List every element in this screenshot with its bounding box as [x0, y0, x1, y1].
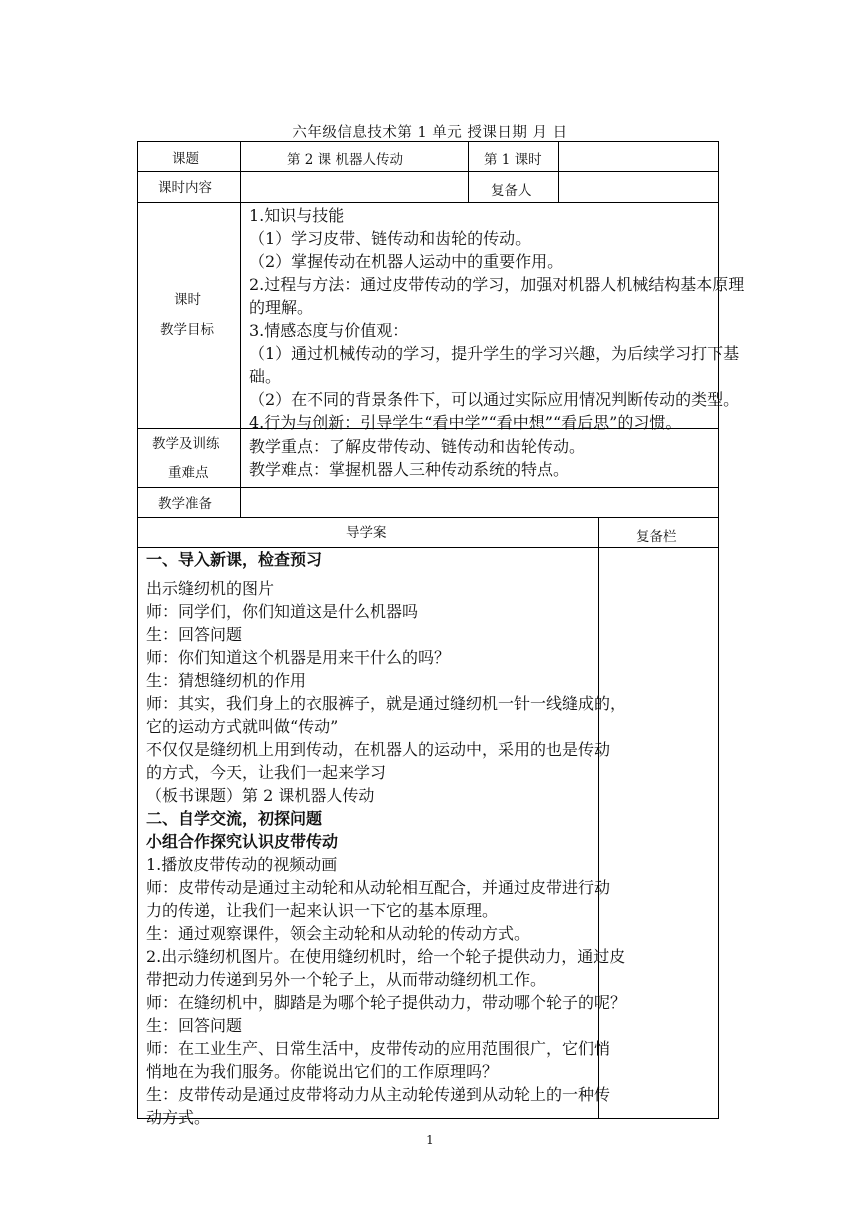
period-label-cell [468, 141, 559, 172]
goal-line: （2）在不同的背景条件下，可以通过实际应用情况判断传动的类型。 [249, 390, 740, 409]
body-line: 悄地在为我们服务。你能说出它们的工作原理吗？ [146, 1062, 499, 1081]
body-line: 2.出示缝纫机图片。在使用缝纫机时，给一个轮子提供动力，通过皮 [146, 947, 626, 966]
body-line: 动方式。 [146, 1108, 211, 1127]
sub-heading: 小组合作探究认识皮带传动 [146, 832, 339, 851]
goals-lines [249, 204, 744, 434]
body-line: 生：回答问题 [146, 625, 243, 644]
goal-line: 1.知识与技能 [249, 206, 345, 225]
keypoints-lines [249, 435, 585, 481]
content-label: 课时内容 [158, 180, 212, 196]
body-line: 生：猜想缝纫机的作用 [146, 671, 307, 690]
review-value-cell [558, 171, 719, 203]
goals-content-cell [240, 202, 745, 432]
goal-line: 4.行为与创新：引导学生“看中学”“看中想”“看后思”的习惯。 [249, 413, 682, 432]
period-label: 第 1 课时 [484, 152, 542, 168]
body-line: 师：在工业生产、日常生活中，皮带传动的应用范围很广，它们悄 [146, 1039, 611, 1058]
goal-line: 的理解。 [249, 298, 314, 317]
page-title: 六年级信息技术第 1 单元 授课日期 月 日 [292, 125, 568, 141]
body-line: 师：你们知道这个机器是用来干什么的吗？ [146, 648, 451, 667]
goals-label-cell [137, 202, 241, 429]
prep-label: 教学准备 [158, 496, 212, 512]
guide-header-cell [137, 517, 599, 548]
body-line: （板书课题）第 2 课机器人传动 [146, 786, 375, 805]
keypoints-label-cell [137, 428, 241, 488]
body-line: 的方式，今天，让我们一起来学习 [146, 763, 387, 782]
section-heading: 一、导入新课，检查预习 [146, 550, 323, 569]
goal-line: 础。 [249, 367, 282, 386]
body-line: 师：在缝纫机中，脚踏是为哪个轮子提供动力，带动哪个轮子的呢？ [146, 993, 627, 1012]
keypoints-label-line1: 教学及训练 [152, 436, 220, 452]
prep-content-cell [240, 487, 719, 518]
body-line: 生：通过观察课件，领会主动轮和从动轮的传动方式。 [146, 924, 531, 943]
goal-line: （1）学习皮带、链传动和齿轮的传动。 [249, 229, 532, 248]
review-label-cell [468, 171, 559, 203]
keypoints-label-line2: 重难点 [168, 465, 209, 481]
review-person-label: 复备人 [491, 183, 532, 199]
guide-label: 导学案 [346, 525, 387, 541]
body-line: 不仅仅是缝纫机上用到传动，在机器人的运动中，采用的也是传动 [146, 740, 611, 759]
body-line: 带把动力传递到另外一个轮子上，从而带动缝纫机工作。 [146, 970, 547, 989]
body-line: 1.播放皮带传动的视频动画 [146, 855, 338, 874]
body-line: 师：其实，我们身上的衣服裤子，就是通过缝纫机一针一线缝成的， [146, 694, 627, 713]
page-number: 1 [426, 1133, 434, 1147]
review-column-label: 复备栏 [636, 529, 677, 545]
keypoint-line: 教学重点：了解皮带传动、链传动和齿轮传动。 [249, 437, 586, 456]
goal-line: （1）通过机械传动的学习，提升学生的学习兴趣，为后续学习打下基 [249, 344, 740, 363]
goals-label-line2: 教学目标 [160, 322, 214, 338]
body-line: 师：同学们，你们知道这是什么机器吗 [146, 602, 419, 621]
body-line: 生：皮带传动是通过皮带将动力从主动轮传递到从动轮上的一种传 [146, 1085, 611, 1104]
topic-label: 课题 [172, 151, 199, 167]
body-line: 师：皮带传动是通过主动轮和从动轮相互配合，并通过皮带进行动 [146, 878, 611, 897]
body-line: 它的运动方式就叫做“传动” [146, 717, 339, 736]
body-line: 力的传递，让我们一起来认识一下它的基本原理。 [146, 901, 499, 920]
goal-line: 2.过程与方法：通过皮带传动的学习，加强对机器人机械结构基本原理 [249, 275, 745, 294]
content-label-cell [137, 171, 241, 203]
goal-line: 3.情感态度与价值观： [249, 321, 409, 340]
topic-label-cell [137, 141, 241, 172]
section-heading: 二、自学交流，初探问题 [146, 809, 323, 828]
period-value-cell [558, 141, 719, 172]
topic-value: 第 2 课 机器人传动 [287, 152, 403, 168]
content-value-cell [240, 171, 469, 203]
goal-line: （2）掌握传动在机器人运动中的重要作用。 [249, 252, 564, 271]
review-column-body-cell [598, 547, 719, 1119]
topic-value-cell [240, 141, 469, 172]
keypoint-line: 教学难点：掌握机器人三种传动系统的特点。 [249, 460, 570, 479]
prep-label-cell [137, 487, 241, 518]
guide-body-lines [146, 548, 626, 1129]
guide-body-cell [137, 547, 627, 1127]
goals-label-line1: 课时 [174, 292, 201, 308]
keypoints-content-cell [240, 428, 719, 488]
review-column-header-cell [598, 517, 719, 548]
body-line: 生：回答问题 [146, 1016, 243, 1035]
body-line: 出示缝纫机的图片 [146, 579, 275, 598]
